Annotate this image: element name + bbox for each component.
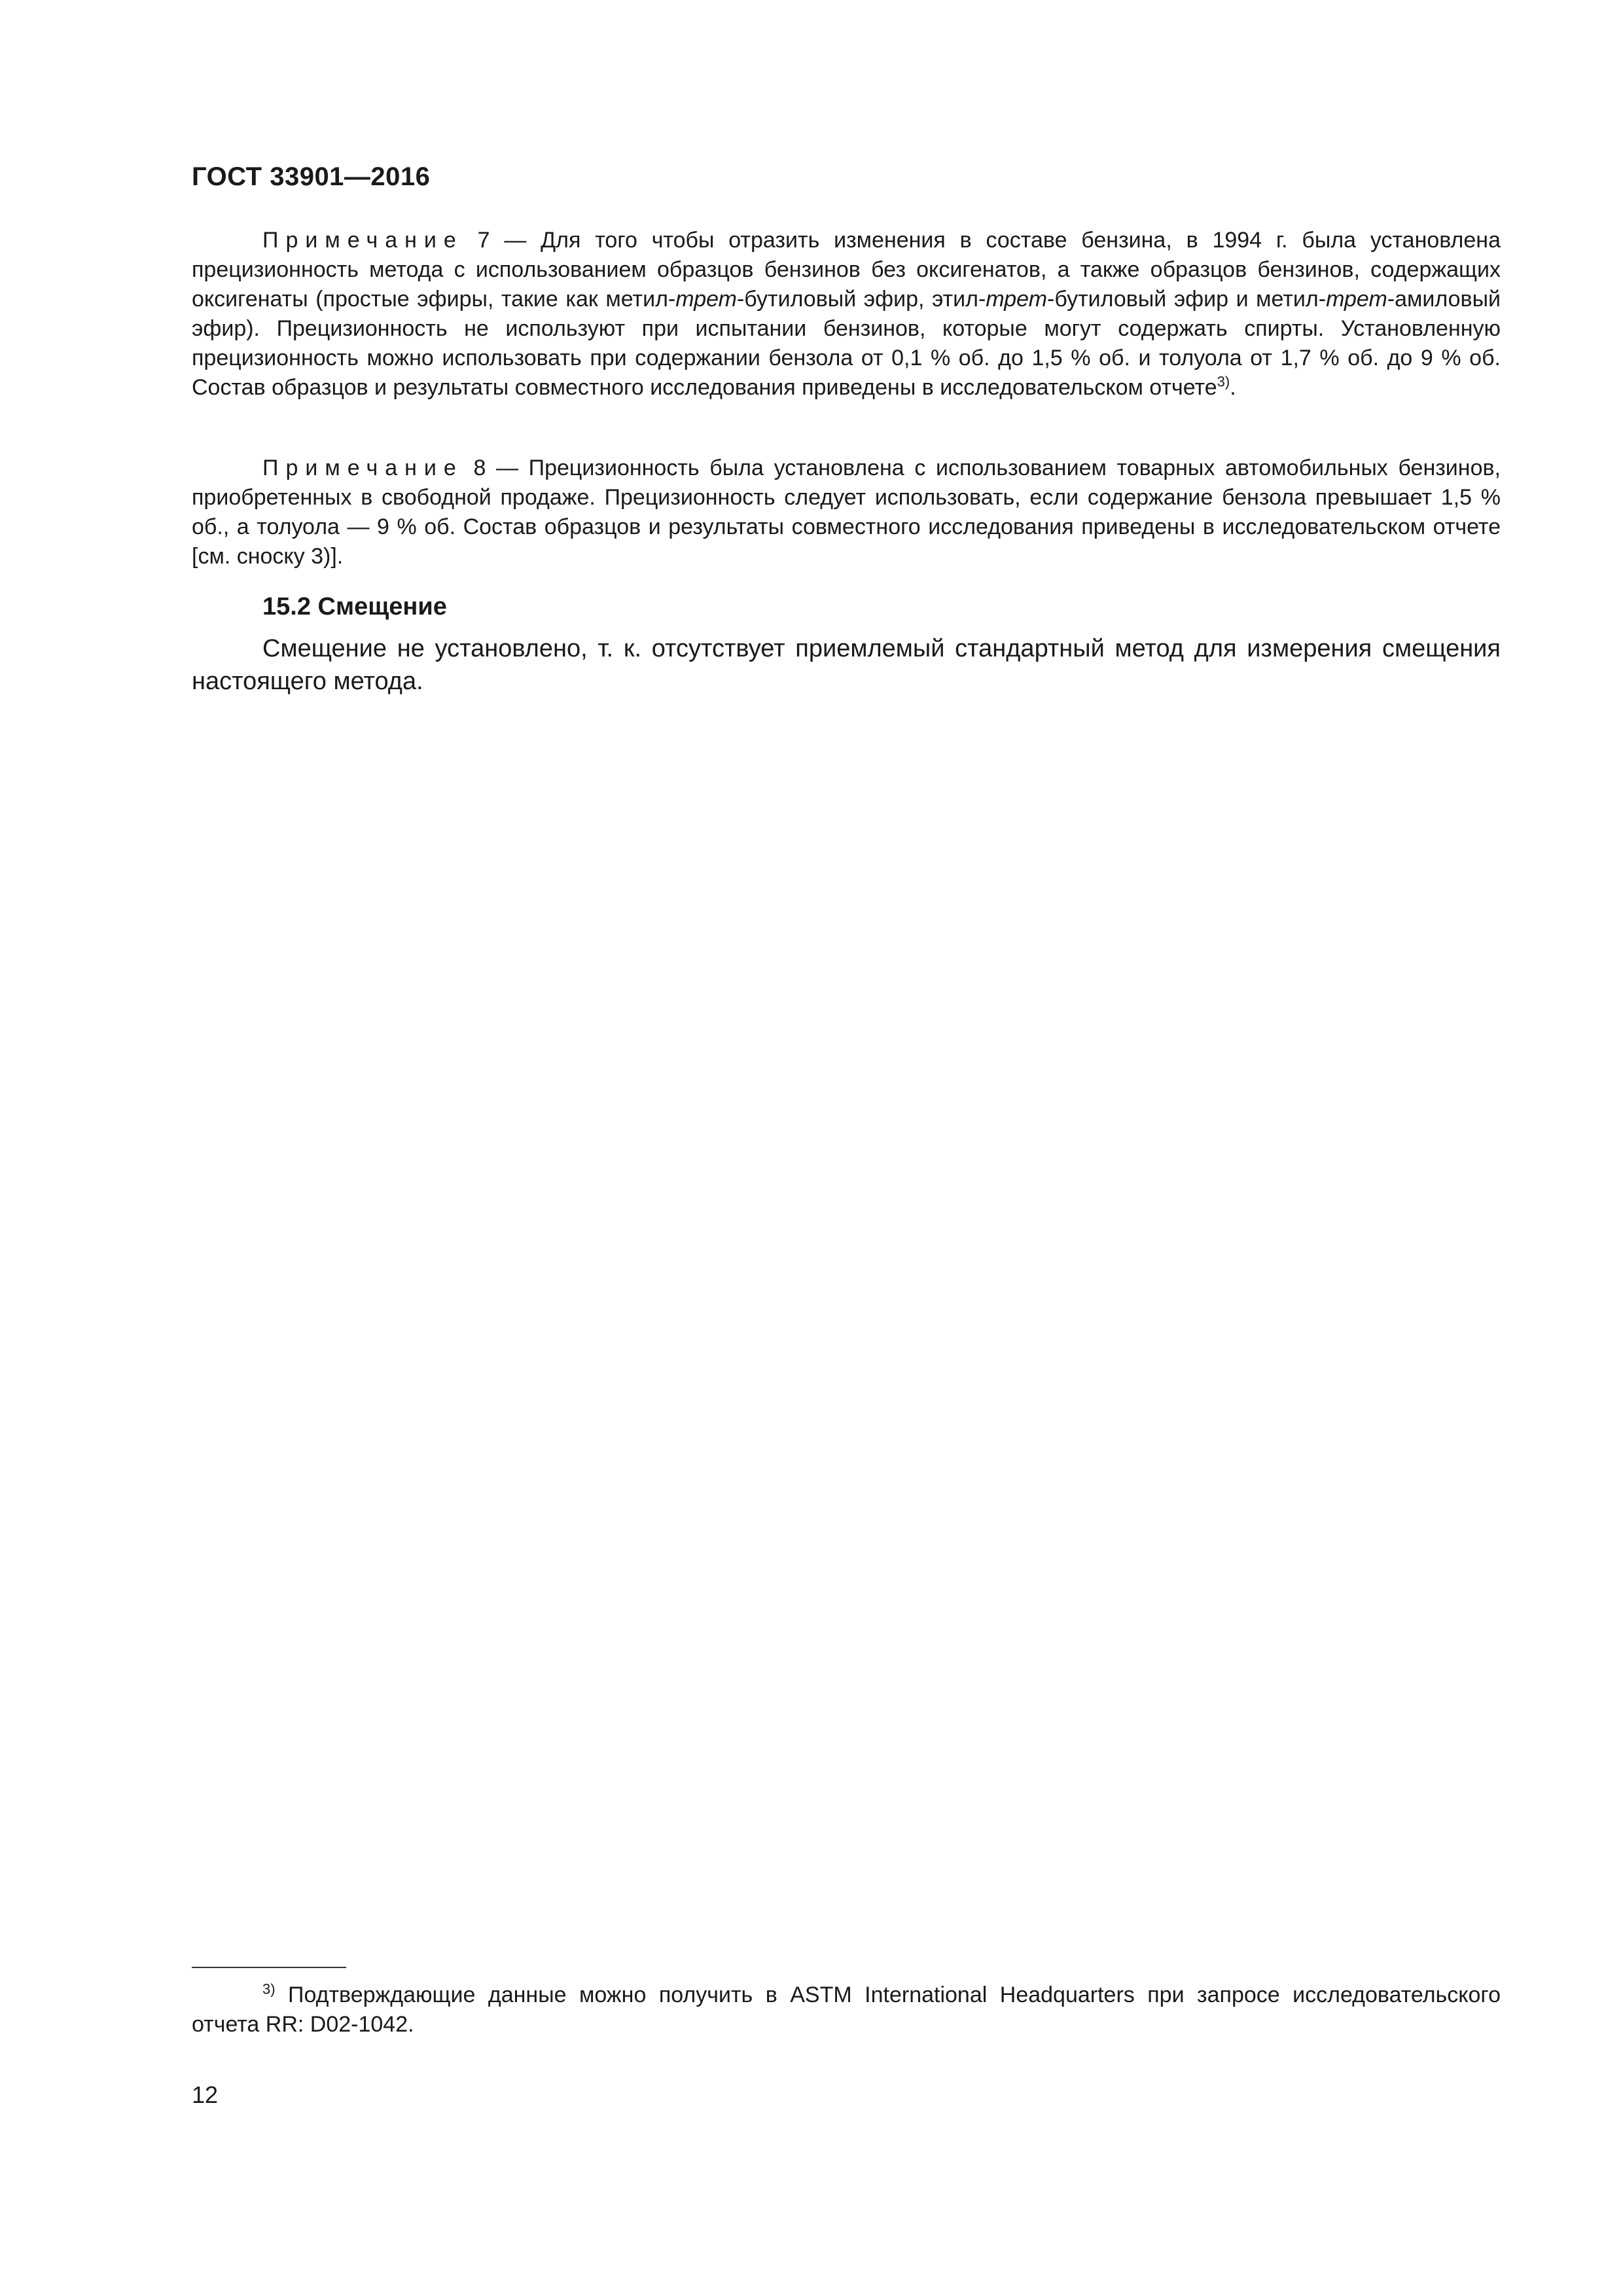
footnote-divider <box>192 1967 346 1968</box>
note-7 <box>192 226 1501 403</box>
page-number: 12 <box>192 2081 219 2108</box>
note-text: . <box>1230 375 1236 400</box>
footnote-text: Подтверждающие данные можно получить в ASTM International Headquarters при запросе исследовательского отчета RR: D02-1042. <box>192 1982 1501 2037</box>
footnote-reference[interactable]: 3) <box>1217 373 1230 390</box>
note-text: — Для того чтобы отразить изменения в составе бензина, в 1994 г. была установлена прецизионность метода с использованием образцов бензинов без оксигенатов, а также образцов бензинов, содержащих оксигенаты (простые эфиры, такие как метил- <box>192 228 1501 312</box>
note-italic-term: трет <box>675 287 737 312</box>
note-number: 8 <box>473 456 486 480</box>
note-text: -амиловый эфир). Прецизионность не используют при испытании бензинов, которые могут содержать спирты. Установленную прецизионность можно использовать при содержании бензола от 0,1 % об. до 1,5 % об. и толуола от 1,7 % об. до 9 % об. Состав образцов и результаты совместного исследования приведены в исследовательском отчете <box>192 287 1501 400</box>
note-8 <box>192 454 1501 571</box>
document-code: ГОСТ 33901—2016 <box>192 162 431 191</box>
note-label: Примечание <box>262 456 463 480</box>
note-number: 7 <box>477 228 490 253</box>
note-italic-term: трет <box>1326 287 1387 312</box>
note-text: -бутиловый эфир и метил- <box>1047 287 1327 312</box>
note-label: Примечание <box>262 228 463 253</box>
note-text: -бутиловый эфир, этил- <box>736 287 986 312</box>
note-italic-term: трет <box>986 287 1048 312</box>
footnote-mark: 3) <box>262 1981 276 1998</box>
footnote <box>192 1981 1501 2039</box>
note-text: — Прецизионность была установлена с использованием товарных автомобильных бензинов, приобретенных в свободной продаже. Прецизионность следует использовать, если содержание бензола превышает 1,5 % об., а толуола — 9 % об. Состав образцов и результаты совместного исследования приведены в исследовательском отчете [см. сноску 3)]. <box>192 456 1501 569</box>
section-body: Смещение не установлено, т. к. отсутствует приемлемый стандартный метод для измерения смещения настоящего метода. <box>192 635 1501 695</box>
section-heading: 15.2 Смещение <box>262 593 447 620</box>
